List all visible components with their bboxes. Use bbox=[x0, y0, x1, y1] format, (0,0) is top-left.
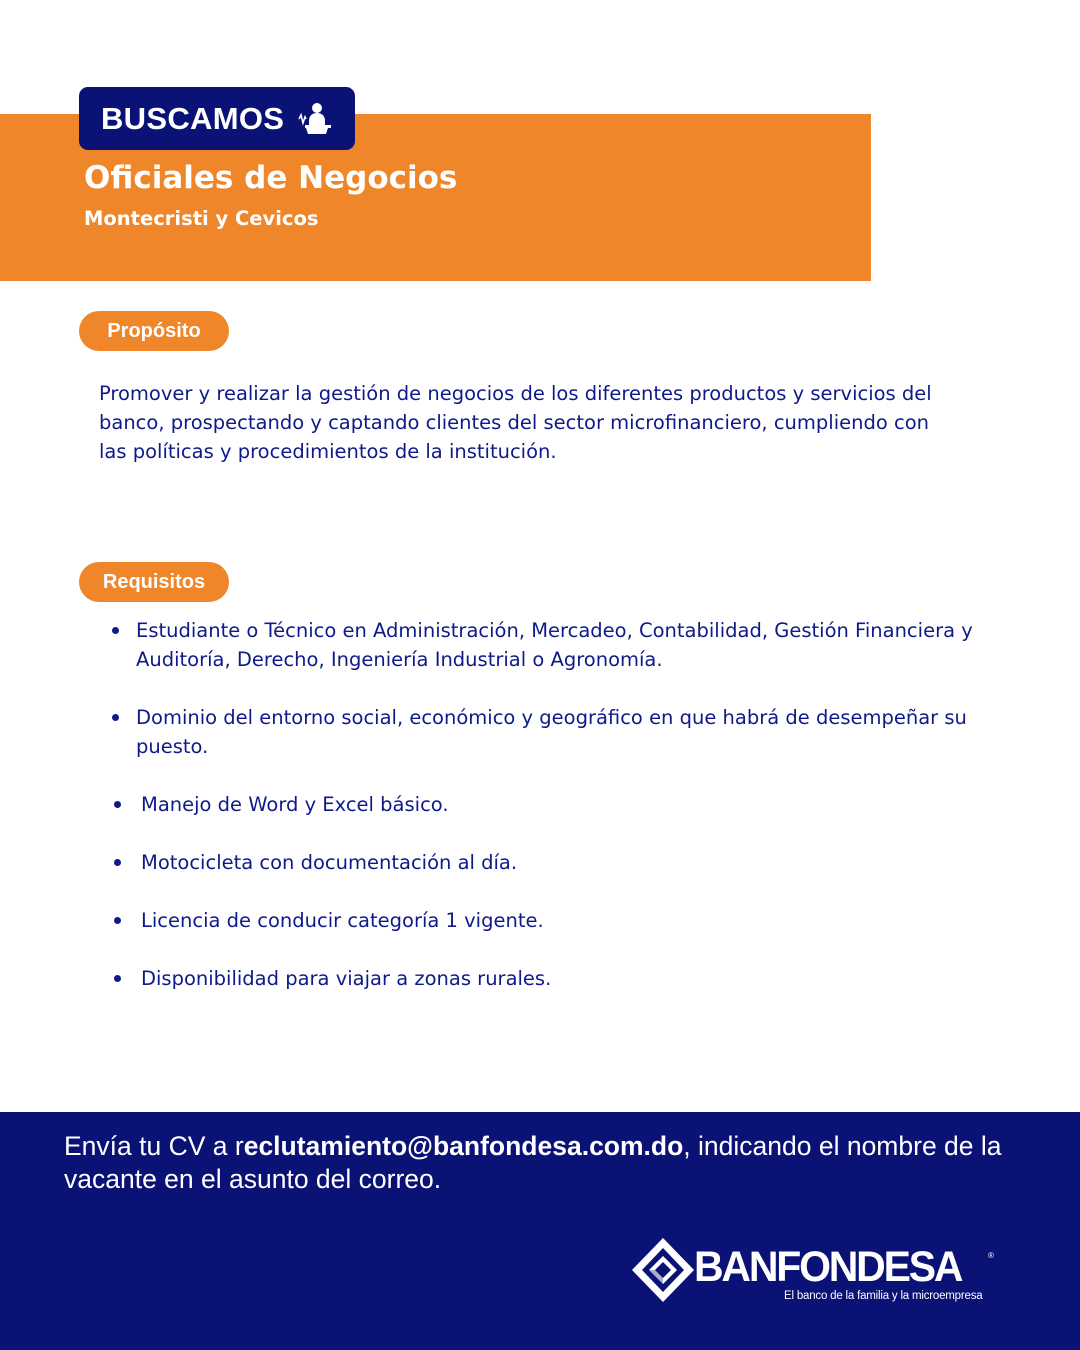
job-location: Montecristi y Cevicos bbox=[84, 207, 319, 230]
requirement-text: Motocicleta con documentación al día. bbox=[141, 851, 518, 874]
banfondesa-diamond-icon bbox=[630, 1236, 696, 1304]
requirement-text: Dominio del entorno social, económico y geográfico en que habrá de desempeñar su puesto. bbox=[136, 706, 967, 758]
requirement-text: Disponibilidad para viajar a zonas rurales. bbox=[141, 967, 552, 990]
buscamos-badge bbox=[79, 87, 355, 150]
purpose-label: Propósito bbox=[79, 311, 229, 351]
bullet-icon bbox=[112, 714, 119, 721]
buscamos-label: BUSCAMOS bbox=[101, 100, 285, 136]
job-title: Oficiales de Negocios bbox=[84, 160, 458, 196]
requirement-text: Manejo de Word y Excel básico. bbox=[141, 793, 449, 816]
requirements-label: Requisitos bbox=[79, 562, 229, 602]
bullet-icon bbox=[114, 917, 121, 924]
footer-text-suffix: , indicando el nombre de la vacante en el asunto del correo. bbox=[64, 1131, 1002, 1194]
logo-name: BANFONDESA bbox=[694, 1242, 962, 1291]
bullet-icon bbox=[114, 859, 121, 866]
logo-registered-mark: ® bbox=[988, 1251, 994, 1260]
banfondesa-logo bbox=[630, 1236, 1010, 1308]
logo-tagline: El banco de la familia y la microempresa bbox=[784, 1290, 983, 1302]
bullet-icon bbox=[112, 627, 119, 634]
requirement-text: Licencia de conducir categoría 1 vigente. bbox=[141, 909, 544, 932]
recruitment-email: eclutamiento@banfondesa.com.do bbox=[243, 1131, 684, 1161]
purpose-text: Promover y realizar la gestión de negocios de los diferentes productos y servicios del banco, prospectando y captando clientes del sector microfinanciero, cumpliendo con las políticas y procedimientos de la institución. bbox=[99, 382, 932, 463]
footer-text-prefix: Envía tu CV a r bbox=[64, 1131, 244, 1161]
bullet-icon bbox=[114, 801, 121, 808]
requirement-text: Estudiante o Técnico en Administración, Mercadeo, Contabilidad, Gestión Financiera y Auditoría, Derecho, Ingeniería Industrial o Agronomía. bbox=[136, 619, 973, 671]
footer-instructions bbox=[64, 1130, 1024, 1196]
bullet-icon bbox=[114, 975, 121, 982]
person-at-laptop-icon bbox=[296, 101, 332, 137]
